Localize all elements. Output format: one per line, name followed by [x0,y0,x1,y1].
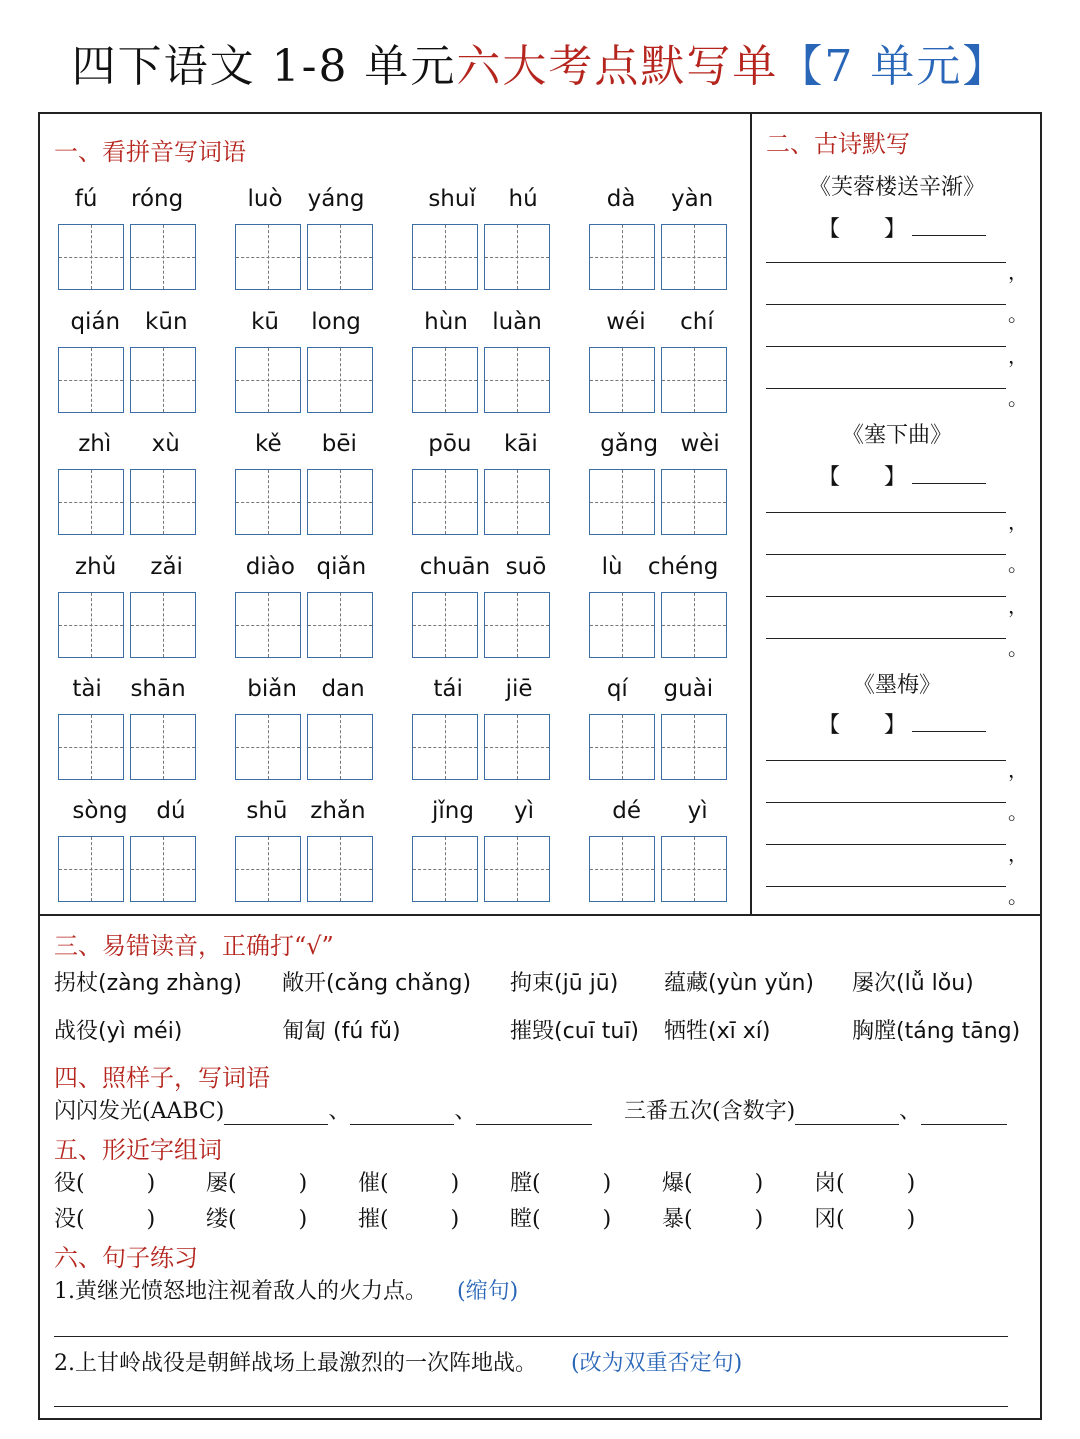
poem-punct: 。 [1008,552,1028,576]
pinyin-syllable: qí [606,676,628,702]
pinyin-syllable: wèi [680,431,720,457]
pinyin-word [235,674,377,780]
char-close-paren: ) [754,1207,764,1232]
title-part2: 六大考点默写单 [456,41,779,92]
writing-box[interactable] [307,347,373,413]
char-item[interactable] [206,1202,307,1233]
writing-box[interactable] [235,836,301,902]
poem-punct: ， [1008,510,1028,534]
pron-item[interactable] [664,1014,770,1045]
pinyin-label [412,307,554,337]
page-title [0,30,1080,94]
pinyin-label [412,552,554,582]
poem-answer-line[interactable] [766,512,1006,513]
writing-box[interactable] [307,592,373,658]
poem-author-line [818,460,986,491]
pinyin-label [58,429,200,459]
pron-word: 敞开 [282,971,327,996]
writing-box[interactable] [235,592,301,658]
char-close-paren: ) [146,1207,156,1232]
writing-box[interactable] [58,836,124,902]
pron-options: (yì méi) [98,1019,183,1044]
title-part3: 【7 单元】 [778,41,1009,92]
pinyin-word [412,552,554,658]
pinyin-label [589,674,731,704]
pinyin-syllable: lù [601,554,623,580]
pron-word: 拐杖 [54,971,99,996]
pinyin-syllable: sòng [72,798,128,824]
sentence-q1 [54,1274,518,1305]
writing-box[interactable] [412,714,478,780]
pinyin-label [235,307,377,337]
char-item[interactable] [510,1202,611,1233]
pinyin-syllable: zhǔ [75,554,117,580]
pinyin-label [235,429,377,459]
char-close-paren: ) [602,1207,612,1232]
pinyin-label [58,552,200,582]
q1-answer-line[interactable] [54,1336,1008,1337]
poem-title: 《墨梅》 [852,673,941,698]
char-label: 膛( [510,1171,541,1196]
writing-box[interactable] [235,224,301,290]
pinyin-syllable: qián [70,309,121,335]
pron-word: 屡次 [852,971,897,996]
pinyin-syllable: gǎng [600,431,659,457]
char-item[interactable] [54,1166,155,1197]
pinyin-syllable: dà [606,186,636,212]
section1-heading: 一、看拼音写词语 [54,138,246,166]
pinyin-word [58,184,200,290]
pron-item[interactable] [282,1014,401,1045]
pinyin-syllable: xù [151,431,180,457]
pinyin-word [235,796,377,902]
char-close-paren: ) [298,1207,308,1232]
poem-answer-line[interactable] [766,346,1006,347]
pinyin-word [412,674,554,780]
pron-item[interactable] [54,1014,182,1045]
pinyin-label [589,184,731,214]
example-row [54,1094,592,1125]
pron-options: (cǎng chǎng) [326,971,472,996]
pron-item[interactable] [664,966,814,997]
pron-item[interactable] [510,1014,639,1045]
pinyin-label [235,184,377,214]
poem-answer-line[interactable] [766,262,1006,263]
pinyin-syllable: yáng [307,186,365,212]
char-close-paren: ) [450,1171,460,1196]
writing-box[interactable] [130,347,196,413]
author-brackets: 【 】 [818,217,907,242]
poem-answer-line[interactable] [766,886,1006,887]
writing-box[interactable] [307,469,373,535]
pinyin-word [235,307,377,413]
pron-item[interactable] [852,966,974,997]
pinyin-syllable: qiǎn [316,554,367,580]
pinyin-syllable: hú [508,186,538,212]
poem-answer-line[interactable] [766,596,1006,597]
poem-punct: 。 [1008,800,1028,824]
pinyin-word [412,184,554,290]
pinyin-word [235,552,377,658]
poem-answer-line[interactable] [766,304,1006,305]
writing-box[interactable] [307,224,373,290]
pinyin-syllable: kūn [145,309,188,335]
char-close-paren: ) [602,1171,612,1196]
writing-box[interactable] [484,836,550,902]
pron-options: (xī xí) [708,1019,771,1044]
pron-word: 拘束 [510,971,555,996]
writing-box[interactable] [484,714,550,780]
pron-item[interactable] [54,966,242,997]
pron-word: 蕴藏 [664,971,709,996]
char-label: 缕( [206,1207,237,1232]
writing-box[interactable] [661,469,727,535]
pinyin-label [589,552,731,582]
char-label: 摧( [358,1207,389,1232]
pinyin-syllable: kāi [503,431,538,457]
char-label: 瞠( [510,1207,541,1232]
pron-options: (jū jū) [554,971,619,996]
writing-box[interactable] [235,469,301,535]
pinyin-syllable: dan [321,676,365,702]
author-brackets: 【 】 [818,713,907,738]
poem-punct: 。 [1008,884,1028,908]
section4-heading: 四、照样子，写词语 [54,1064,270,1092]
pinyin-word [412,307,554,413]
poem-author-line [818,212,986,243]
sentence-q2 [54,1346,742,1377]
pinyin-syllable: diào [245,554,295,580]
writing-box[interactable] [58,714,124,780]
poem-title: 《塞下曲》 [841,423,952,448]
pron-options: (fú fǔ) [326,1019,401,1044]
char-label: 没( [54,1207,85,1232]
char-item[interactable] [814,1166,915,1197]
pinyin-label [589,429,731,459]
section3-heading: 三、易错读音，正确打“√” [54,932,334,960]
pinyin-syllable: róng [131,186,184,212]
pinyin-label [589,796,731,826]
writing-box[interactable] [58,592,124,658]
pinyin-word [235,184,377,290]
pinyin-syllable: guài [663,676,714,702]
example-row [624,1094,1007,1125]
writing-box[interactable] [130,836,196,902]
writing-box[interactable] [412,592,478,658]
section5-heading: 五、形近字组词 [54,1136,222,1164]
section-divider [38,914,1042,916]
char-item[interactable] [662,1202,763,1233]
char-label: 暴( [662,1207,693,1232]
pinyin-syllable: zhì [78,431,112,457]
pron-item[interactable] [852,1014,1020,1045]
writing-box[interactable] [589,836,655,902]
writing-box[interactable] [412,224,478,290]
poem-punct: 。 [1008,636,1028,660]
pinyin-syllable: tái [433,676,463,702]
writing-box[interactable] [589,714,655,780]
pinyin-syllable: wéi [606,309,646,335]
pinyin-syllable: shū [246,798,288,824]
writing-box[interactable] [130,224,196,290]
char-label: 屡( [206,1171,237,1196]
char-label: 冈( [814,1207,845,1232]
pron-options: (lǚ lǒu) [896,971,974,996]
pinyin-syllable: dú [156,798,186,824]
writing-box[interactable] [235,714,301,780]
q2-text: 2.上甘岭战役是朝鲜战场上最激烈的一次阵地战。 [54,1351,537,1376]
pinyin-syllable: pōu [428,431,472,457]
poem-answer-line[interactable] [766,760,1006,761]
pinyin-syllable: kě [255,431,282,457]
pinyin-label [235,796,377,826]
example1-label: 闪闪发光(AABC) [54,1099,225,1124]
section2-heading: 二、古诗默写 [766,130,910,158]
char-item[interactable] [358,1166,459,1197]
poem-punct: 。 [1008,302,1028,326]
pinyin-syllable: jǐng [432,798,474,824]
answer-blank[interactable] [795,1104,899,1125]
pinyin-label [412,674,554,704]
char-label: 催( [358,1171,389,1196]
pinyin-syllable: jiē [505,676,533,702]
writing-box[interactable] [412,469,478,535]
separator: 、 [454,1099,477,1124]
pinyin-syllable: shān [130,676,186,702]
pinyin-label [589,307,731,337]
writing-box[interactable] [589,224,655,290]
writing-box[interactable] [130,592,196,658]
pinyin-word [589,796,731,902]
pron-word: 匍匐 [282,1019,327,1044]
pinyin-syllable: shuǐ [428,186,476,212]
pron-options: (cuī tuī) [554,1019,640,1044]
poem-punct: ， [1008,260,1028,284]
pinyin-label [235,674,377,704]
char-item[interactable] [358,1202,459,1233]
pinyin-syllable: chuān [419,554,491,580]
pinyin-syllable: long [311,309,361,335]
pinyin-word [589,307,731,413]
pinyin-syllable: chéng [647,554,719,580]
separator: 、 [328,1099,351,1124]
char-close-paren: ) [450,1207,460,1232]
writing-box[interactable] [130,714,196,780]
poem-punct: ， [1008,594,1028,618]
char-close-paren: ) [906,1207,916,1232]
pron-item[interactable] [282,966,471,997]
pinyin-word [235,429,377,535]
char-item[interactable] [206,1166,307,1197]
pinyin-word [412,796,554,902]
answer-blank[interactable] [476,1104,592,1125]
poem-title: 《芙蓉楼送辛渐》 [808,175,985,200]
pron-options: (yùn yǔn) [708,971,814,996]
writing-box[interactable] [307,714,373,780]
title-part1: 四下语文 1-8 单元 [71,41,457,92]
writing-box[interactable] [589,469,655,535]
char-item[interactable] [54,1202,155,1233]
char-close-paren: ) [754,1171,764,1196]
answer-blank[interactable] [224,1104,328,1125]
pinyin-syllable: bēi [321,431,357,457]
poem-punct: ， [1008,842,1028,866]
writing-box[interactable] [661,714,727,780]
pinyin-word [589,429,731,535]
pinyin-syllable: dé [612,798,642,824]
separator: 、 [899,1099,922,1124]
char-close-paren: ) [146,1171,156,1196]
writing-box[interactable] [484,347,550,413]
writing-box[interactable] [58,469,124,535]
pinyin-word [589,552,731,658]
char-close-paren: ) [906,1171,916,1196]
pinyin-word [58,307,200,413]
writing-box[interactable] [484,224,550,290]
poem-author-line [818,708,986,739]
pinyin-word [58,674,200,780]
pron-word: 牺牲 [664,1019,709,1044]
pinyin-syllable: luò [247,186,283,212]
pinyin-word [58,796,200,902]
q2-answer-line[interactable] [54,1406,1008,1407]
writing-box[interactable] [589,347,655,413]
char-label: 役( [54,1171,85,1196]
writing-box[interactable] [484,592,550,658]
writing-box[interactable] [307,836,373,902]
writing-box[interactable] [661,347,727,413]
pinyin-word [589,184,731,290]
q2-hint: (改为双重否定句) [571,1351,743,1376]
char-close-paren: ) [298,1171,308,1196]
column-divider [750,112,752,916]
pron-word: 胸膛 [852,1019,897,1044]
pinyin-syllable: chí [680,309,714,335]
pinyin-syllable: fú [74,186,98,212]
writing-box[interactable] [130,469,196,535]
char-label: 爆( [662,1171,693,1196]
writing-box[interactable] [661,592,727,658]
section6-heading: 六、句子练习 [54,1244,198,1272]
pinyin-syllable: tài [72,676,102,702]
pinyin-syllable: luàn [492,309,542,335]
pinyin-word [589,674,731,780]
writing-box[interactable] [484,469,550,535]
poem-punct: ， [1008,758,1028,782]
pinyin-label [235,552,377,582]
author-brackets: 【 】 [818,465,907,490]
writing-box[interactable] [235,347,301,413]
poem-answer-line[interactable] [766,554,1006,555]
poem-answer-line[interactable] [766,638,1006,639]
example2-label: 三番五次(含数字) [624,1099,796,1124]
pinyin-word [58,552,200,658]
q1-text: 1.黄继光愤怒地注视着敌人的火力点。 [54,1279,427,1304]
pinyin-syllable: yì [687,798,708,824]
writing-box[interactable] [589,592,655,658]
answer-blank[interactable] [921,1104,1007,1125]
pinyin-label [58,796,200,826]
pinyin-syllable: suō [505,554,547,580]
poem-answer-line[interactable] [766,844,1006,845]
pinyin-syllable: zǎi [150,554,183,580]
pinyin-label [58,674,200,704]
pron-options: (táng tāng) [896,1019,1021,1044]
poem-answer-line[interactable] [766,388,1006,389]
pinyin-label [412,429,554,459]
pinyin-syllable: biǎn [247,676,297,702]
pinyin-syllable: kū [251,309,280,335]
writing-box[interactable] [661,224,727,290]
pinyin-label [58,307,200,337]
pinyin-label [58,184,200,214]
pinyin-syllable: yì [513,798,534,824]
pinyin-syllable: zhǎn [310,798,366,824]
q1-hint: (缩句) [457,1279,519,1304]
pron-word: 摧毁 [510,1019,555,1044]
writing-box[interactable] [412,347,478,413]
poem-answer-line[interactable] [766,802,1006,803]
char-item[interactable] [510,1166,611,1197]
pinyin-label [412,796,554,826]
pinyin-label [412,184,554,214]
char-item[interactable] [662,1166,763,1197]
pron-word: 战役 [54,1019,99,1044]
poem-punct: ， [1008,344,1028,368]
writing-box[interactable] [412,836,478,902]
char-label: 岗( [814,1171,845,1196]
pinyin-word [412,429,554,535]
answer-blank[interactable] [350,1104,454,1125]
char-item[interactable] [814,1202,915,1233]
poem-punct: 。 [1008,386,1028,410]
pinyin-word [58,429,200,535]
pron-options: (zàng zhàng) [98,971,242,996]
writing-box[interactable] [58,347,124,413]
pinyin-syllable: hùn [424,309,468,335]
writing-box[interactable] [58,224,124,290]
writing-box[interactable] [661,836,727,902]
pinyin-syllable: yàn [670,186,714,212]
pron-item[interactable] [510,966,618,997]
